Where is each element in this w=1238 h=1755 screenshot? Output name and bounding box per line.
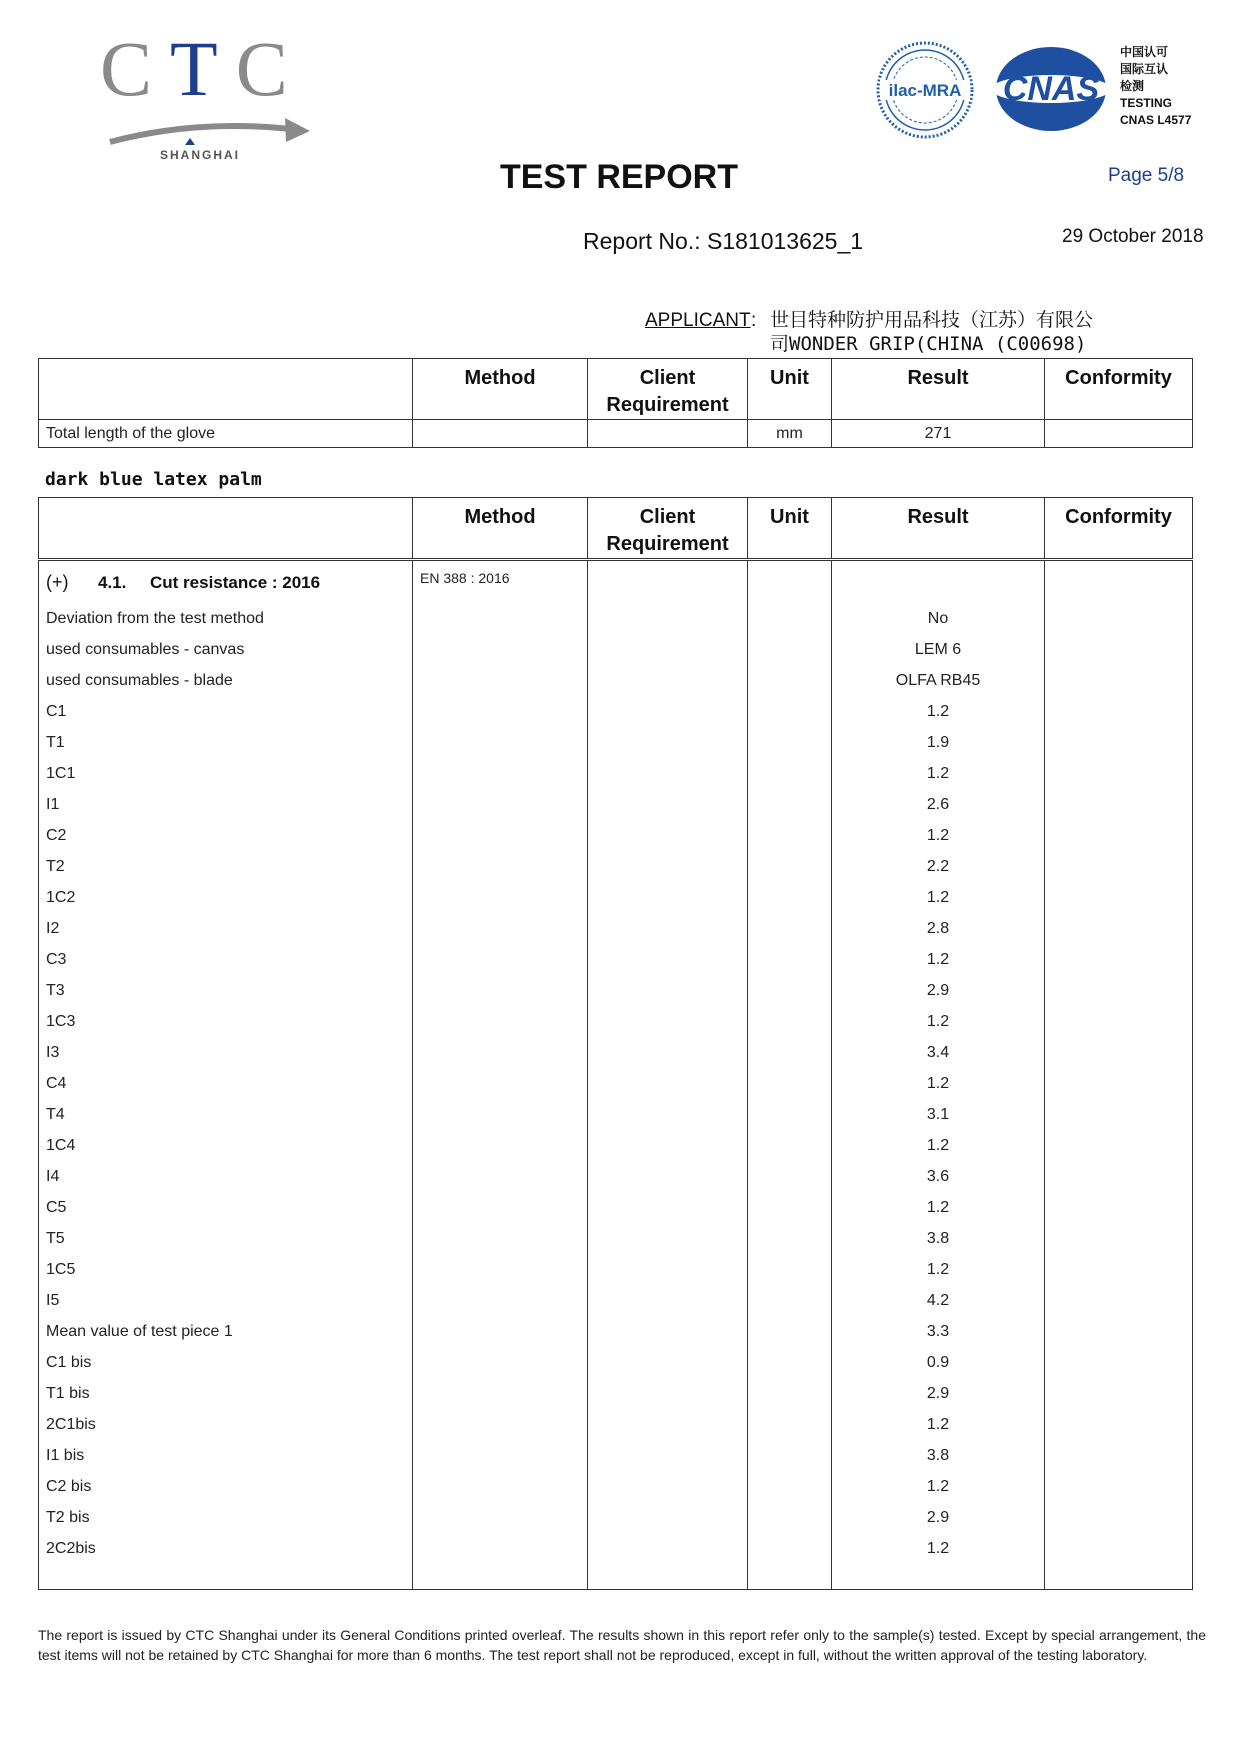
row-label: T5 (46, 1230, 65, 1247)
cnas-line-3: 检测 (1120, 79, 1145, 93)
header-unit: Unit (748, 359, 832, 420)
row-result: 271 (832, 420, 1045, 448)
applicant-colon: : (751, 310, 757, 331)
footer-disclaimer: The report is issued by CTC Shanghai under its General Conditions printed overleaf. The results shown in this report refer only to the sample(s) tested. Except by special arrangement, the test items will not be retained by CTC Shanghai for more than 6 months. The test report shall not be reproduced, except in full, without the written approval of the testing laboratory. (38, 1627, 1206, 1663)
row-label: T2 bis (46, 1509, 90, 1526)
cnas-logo (988, 44, 1114, 134)
row-result: No (927, 610, 949, 627)
row-label: Deviation from the test method (46, 610, 264, 627)
row-result: 1.2 (926, 827, 950, 844)
result-column (832, 560, 1045, 1590)
row-label: C5 (46, 1199, 67, 1216)
row-result: 1.2 (926, 1075, 950, 1092)
row-result: 1.2 (926, 1199, 950, 1216)
row-result: 0.9 (926, 1354, 950, 1371)
row-result: 1.2 (926, 703, 950, 720)
row-label: C2 bis (46, 1478, 92, 1495)
row-result: 1.2 (926, 765, 950, 782)
ilac-logo-text: ilac-MRA (888, 81, 962, 100)
cnas-line-4: TESTING (1120, 96, 1173, 110)
row-client (588, 420, 748, 448)
row-label: C3 (46, 951, 67, 968)
row-label: used consumables - canvas (46, 641, 245, 658)
applicant-line-2: 司WONDER GRIP(CHINA (C00698) (770, 333, 1087, 355)
cnas-logo-text: CNAS (1002, 70, 1100, 108)
section-marker: (+) (46, 572, 69, 592)
row-result: 1.2 (926, 889, 950, 906)
header-method: Method (413, 359, 588, 420)
row-label: T2 (46, 858, 65, 875)
row-result: 1.2 (926, 1478, 950, 1495)
row-label: I1 (46, 796, 60, 813)
row-method (413, 420, 588, 448)
row-result: 2.9 (926, 1385, 950, 1402)
section-result (832, 561, 1044, 603)
row-label: C2 (46, 827, 67, 844)
header-client-requirement (588, 359, 748, 420)
row-label: I5 (46, 1292, 60, 1309)
row-result: 3.8 (926, 1447, 950, 1464)
client-column (588, 560, 748, 1590)
row-label: T3 (46, 982, 65, 999)
header-client-requirement (588, 498, 748, 560)
row-label: Mean value of test piece 1 (46, 1323, 233, 1340)
header-client-line-2: Requirement (606, 533, 729, 555)
label-column (39, 560, 413, 1590)
header-result: Result (832, 359, 1045, 420)
table-row (39, 420, 1193, 448)
ilac-mra-logo (875, 40, 975, 140)
unit-column (748, 560, 832, 1590)
results-table-2 (38, 497, 1193, 1590)
row-result: 1.2 (926, 1540, 950, 1557)
row-results (832, 603, 1044, 1564)
header-unit: Unit (748, 498, 832, 560)
header-blank (39, 498, 413, 560)
row-label: C1 (46, 703, 67, 720)
results-table-1 (38, 358, 1193, 448)
row-conformity (1045, 420, 1193, 448)
cnas-line-5: CNAS L4577 (1120, 113, 1192, 127)
row-result: 2.9 (926, 1509, 950, 1526)
cnas-line-1: 中国认可 (1120, 45, 1169, 59)
row-result: 2.9 (926, 982, 950, 999)
conformity-column (1045, 560, 1193, 1590)
applicant-line-1: 世目特种防护用品科技（江苏）有限公 (770, 309, 1094, 331)
section-number: 4.1. (98, 573, 127, 592)
report-number: Report No.: S181013625_1 (583, 228, 864, 254)
row-label: 1C5 (46, 1261, 76, 1278)
header-client-line-1: Client (639, 367, 696, 389)
row-result: 1.2 (926, 1013, 950, 1030)
row-result: 2.8 (926, 920, 950, 937)
row-result: 1.2 (926, 1416, 950, 1433)
row-label: C1 bis (46, 1354, 92, 1371)
header-method: Method (413, 498, 588, 560)
ctc-logo-city: SHANGHAI (160, 148, 241, 162)
header-conformity: Conformity (1045, 498, 1193, 560)
row-label: 2C2bis (46, 1540, 96, 1557)
row-result: 1.2 (926, 1261, 950, 1278)
row-label: Total length of the glove (39, 420, 413, 448)
row-result: 3.4 (926, 1044, 950, 1061)
page-number: Page 5/8 (1108, 165, 1185, 186)
header-result: Result (832, 498, 1045, 560)
row-label: 1C1 (46, 765, 76, 782)
row-label: 2C1bis (46, 1416, 96, 1433)
row-result: LEM 6 (914, 641, 962, 658)
row-label: 1C3 (46, 1013, 76, 1030)
row-result: 3.3 (926, 1323, 950, 1340)
report-date: 29 October 2018 (1062, 226, 1204, 247)
row-label: T1 (46, 734, 65, 751)
row-result: 3.6 (926, 1168, 950, 1185)
row-result: OLFA RB45 (895, 672, 981, 689)
method-column (413, 560, 588, 1590)
applicant-value (770, 308, 1093, 356)
header-client-line-1: Client (639, 506, 696, 528)
header-client-line-2: Requirement (606, 394, 729, 416)
row-label: 1C2 (46, 889, 76, 906)
cnas-accreditation-text (1120, 44, 1191, 129)
row-result: 1.2 (926, 1137, 950, 1154)
row-label: I3 (46, 1044, 60, 1061)
row-label: 1C4 (46, 1137, 76, 1154)
header-blank (39, 359, 413, 420)
row-label: T4 (46, 1106, 65, 1123)
row-result: 1.9 (926, 734, 950, 751)
row-result: 4.2 (926, 1292, 950, 1309)
row-label: I2 (46, 920, 60, 937)
row-result: 1.2 (926, 951, 950, 968)
row-label: C4 (46, 1075, 67, 1092)
sample-section-label: dark blue latex palm (45, 469, 262, 490)
row-label: I4 (46, 1168, 60, 1185)
ctc-logo-arrow (100, 25, 315, 160)
row-label: I1 bis (46, 1447, 85, 1464)
row-labels (46, 603, 412, 1564)
section-method: EN 388 : 2016 (420, 570, 510, 586)
row-result: 2.2 (926, 858, 950, 875)
ctc-logo-c1: C (100, 25, 171, 112)
row-result: 2.6 (926, 796, 950, 813)
cnas-line-2: 国际互认 (1120, 62, 1169, 76)
row-label: used consumables - blade (46, 672, 233, 689)
ctc-logo-letters: CTC (100, 25, 306, 112)
row-label: T1 bis (46, 1385, 90, 1402)
applicant-label: APPLICANT (645, 310, 751, 331)
row-unit: mm (748, 420, 832, 448)
section-heading (46, 561, 412, 603)
page-title: TEST REPORT (499, 158, 739, 196)
section-title: Cut resistance : 2016 (150, 573, 321, 592)
row-result: 3.8 (926, 1230, 950, 1247)
row-result: 3.1 (926, 1106, 950, 1123)
header-conformity: Conformity (1045, 359, 1193, 420)
ctc-logo (100, 25, 315, 162)
